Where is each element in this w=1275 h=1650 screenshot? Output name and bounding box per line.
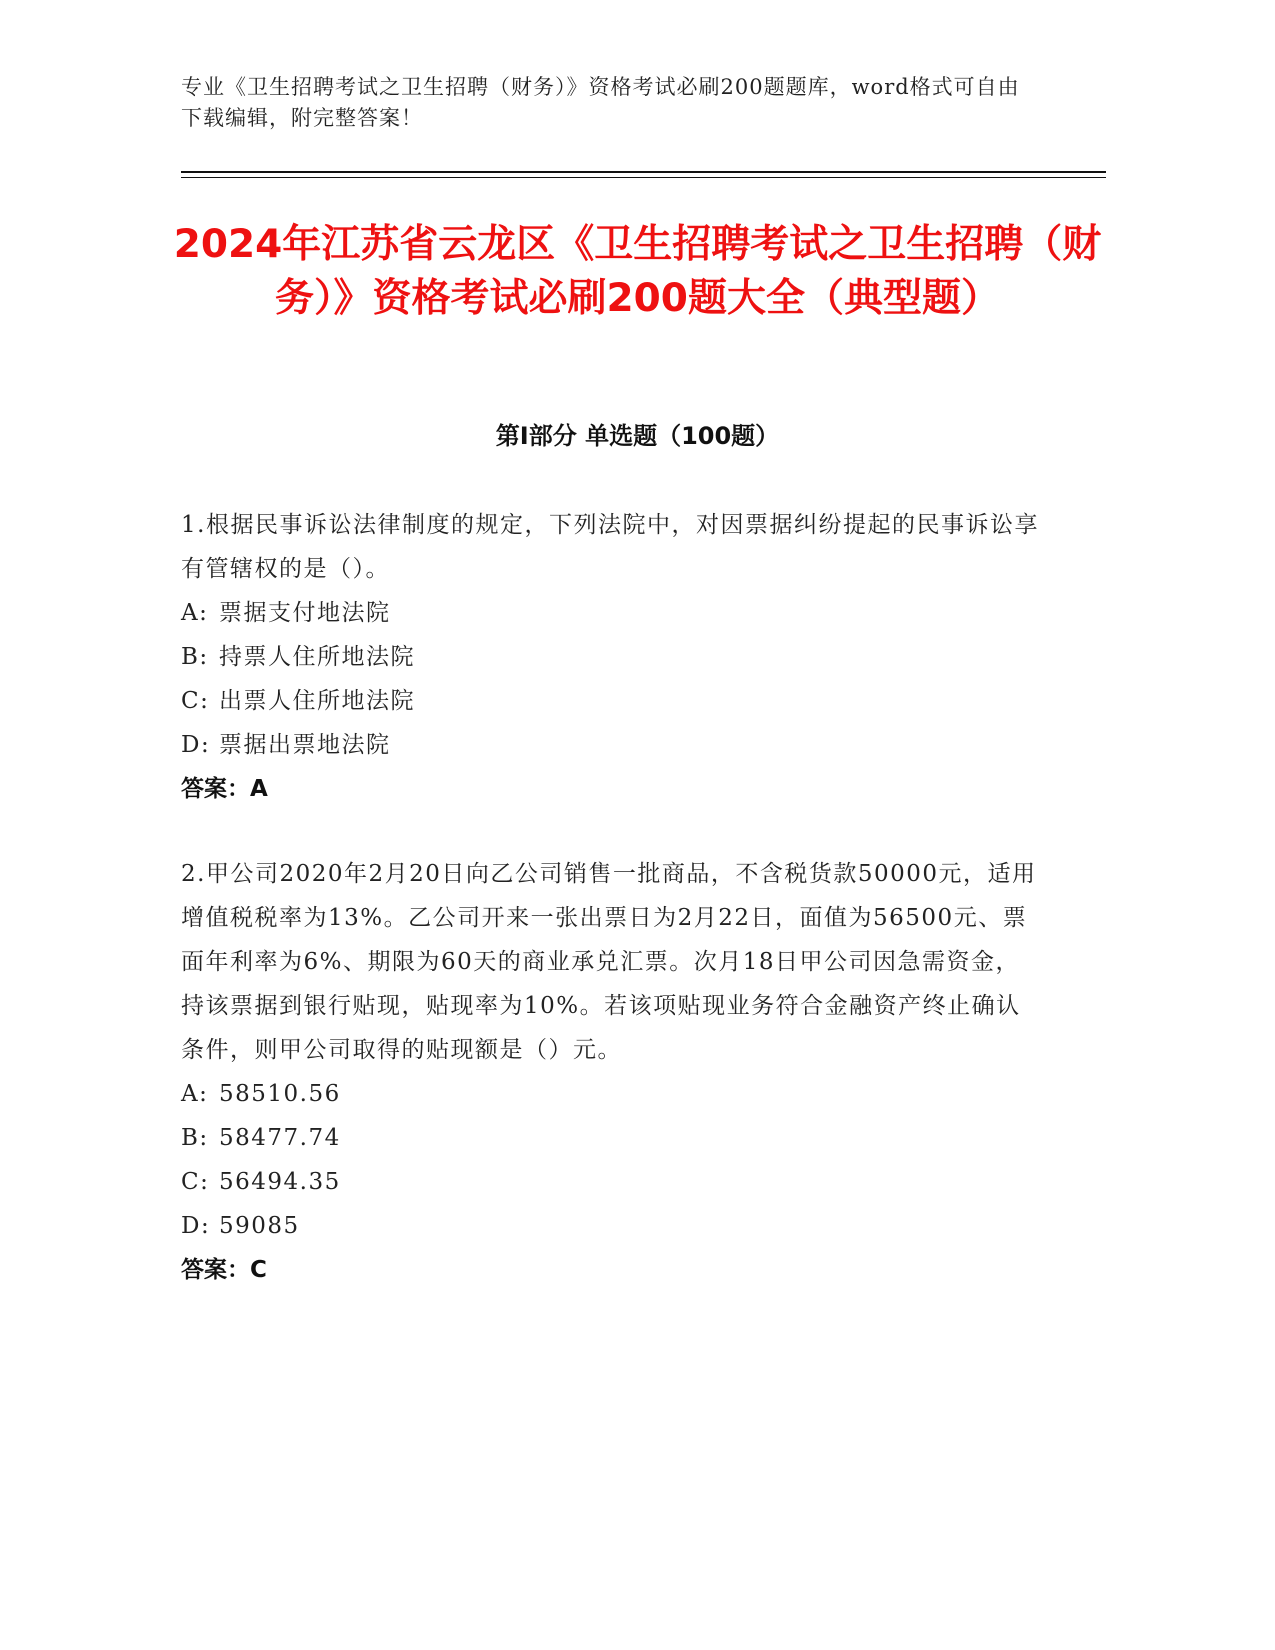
question-2 bbox=[181, 852, 1041, 1292]
option-key: A: bbox=[181, 1081, 209, 1107]
option-b bbox=[181, 635, 1041, 679]
option-d bbox=[181, 723, 1041, 767]
option-text: 58477.74 bbox=[219, 1125, 341, 1151]
option-c bbox=[181, 1160, 1041, 1204]
question-1 bbox=[181, 503, 1041, 811]
answer: 答案：C bbox=[181, 1257, 267, 1283]
header-note: 专业《卫生招聘考试之卫生招聘（财务）》资格考试必刷200题题库，word格式可自由下载编辑，附完整答案！ bbox=[181, 75, 1020, 130]
option-text: 59085 bbox=[219, 1213, 300, 1239]
option-text: 58510.56 bbox=[219, 1081, 341, 1107]
option-key: B: bbox=[181, 644, 209, 670]
option-a bbox=[181, 591, 1041, 635]
option-b bbox=[181, 1116, 1041, 1160]
option-key: C: bbox=[181, 688, 210, 714]
document-title: 2024年江苏省云龙区《卫生招聘考试之卫生招聘（财务）》资格考试必刷200题大全（典型题） bbox=[173, 222, 1102, 321]
option-text: 票据出票地法院 bbox=[219, 732, 391, 758]
option-text: 持票人住所地法院 bbox=[219, 644, 415, 670]
option-key: D: bbox=[181, 732, 211, 758]
header-divider-thin bbox=[181, 177, 1106, 178]
header-divider-thick bbox=[181, 171, 1106, 173]
option-text: 56494.35 bbox=[219, 1169, 341, 1195]
option-key: A: bbox=[181, 600, 209, 626]
option-a bbox=[181, 1072, 1041, 1116]
answer: 答案：A bbox=[181, 776, 268, 802]
question-stem: 2.甲公司2020年2月20日向乙公司销售一批商品，不含税货款50000元，适用增值税税率为13%。乙公司开来一张出票日为2月22日，面值为56500元、票面年利率为6%、期限为60天的商业承兑汇票。次月18日甲公司因急需资金，持该票据到银行贴现，贴现率为10%。若该项贴现业务符合金融资产终止确认条件，则甲公司取得的贴现额是（）元。 bbox=[181, 861, 1037, 1063]
option-key: C: bbox=[181, 1169, 210, 1195]
option-text: 出票人住所地法院 bbox=[219, 688, 415, 714]
option-key: D: bbox=[181, 1213, 211, 1239]
option-text: 票据支付地法院 bbox=[219, 600, 391, 626]
question-stem: 1.根据民事诉讼法律制度的规定，下列法院中，对因票据纠纷提起的民事诉讼享有管辖权的是（）。 bbox=[181, 512, 1039, 582]
option-c bbox=[181, 679, 1041, 723]
section-title: 第Ⅰ部分 单选题（100题） bbox=[495, 422, 780, 450]
option-key: B: bbox=[181, 1125, 209, 1151]
option-d bbox=[181, 1204, 1041, 1248]
